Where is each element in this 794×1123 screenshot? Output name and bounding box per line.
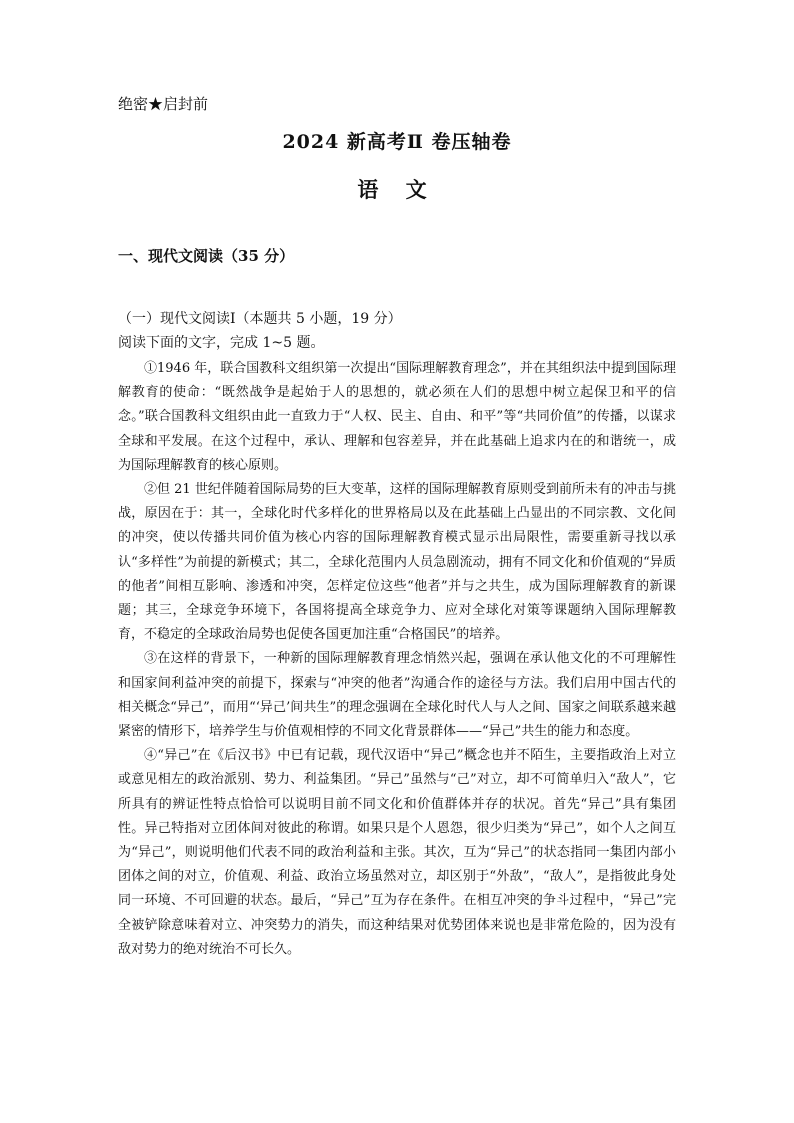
subject-title: 语 文 (357, 177, 437, 202)
confidential-label: 绝密★启封前 (118, 95, 209, 113)
paragraph-1: ①1946 年，联合国教科文组织第一次提出“国际理解教育理念”，并在其组织法中提到国际理解教育的使命：“既然战争是起始于人的思想的，就必须在人们的思想中树立起保卫和平的信念。”联合国教科文组织由此一直致力于“人权、民主、自由、和平”等“共同价值”的传播，以谋求全球和平发展。在这个过程中，承认、理解和包容差异，并在此基础上追求内在的和谐统一，成为国际理解教育的核心原则。 (118, 361, 676, 473)
paragraph-3: ③在这样的背景下，一种新的国际理解教育理念悄然兴起，强调在承认他文化的不可理解性和国家间利益冲突的前提下，探索与“冲突的他者”沟通合作的途径与方法。我们启用中国古代的相关概念“异己”，而用“‘异己’间共生”的理念强调在全球化时代人与人之间、国家之间联系越来越紧密的情形下，培养学生与价值观相悖的不同文化背景群体——“异己”共生的能力和态度。 (118, 651, 676, 740)
section-heading: 一、现代文阅读（35 分） (118, 247, 295, 265)
reading-passage (118, 357, 676, 962)
paragraph-4: ④“异己”在《后汉书》中已有记载，现代汉语中“异己”概念也并不陌生，主要指政治上对立或意见相左的政治派别、势力、利益集团。“异己”虽然与“己”对立，却不可简单归入“敌人”，它所具有的辨证性特点恰恰可以说明目前不同文化和价值群体并存的状况。首先“异己”具有集团性。异己特指对立团体间对彼此的称谓。如果只是个人恩怨，很少归类为“异己”，如个人之间互为“异己”，则说明他们代表不同的政治利益和主张。其次，互为“异己”的状态指同一集团内部小团体之间的对立，价值观、利益、政治立场虽然对立，却区别于“外敌”，“敌人”，是指彼此身处同一环境、不可回避的状态。最后，“异己”互为存在条件。在相互冲突的争斗过程中，“异己”完全被铲除意味着对立、冲突势力的消失，而这种结果对优势团体来说也是非常危险的，因为没有敌对势力的绝对统治不可长久。 (118, 748, 676, 957)
part-label: （一）现代文阅读Ⅰ（本题共 5 小题，19 分） (118, 311, 402, 327)
reading-instruction: 阅读下面的文字，完成 1~5 题。 (118, 335, 325, 351)
paragraph-2: ②但 21 世纪伴随着国际局势的巨大变革，这样的国际理解教育原则受到前所未有的冲击与挑战，原因在于：其一，全球化时代多样化的世界格局以及在此基础上凸显出的不同宗教、文化间的冲突，使以传播共同价值为核心内容的国际理解教育模式显示出局限性，需要重新寻找以承认“多样性”为前提的新模式；其二，全球化范围内人员急剧流动，拥有不同文化和价值观的“异质的他者”间相互影响、渗透和冲突，怎样定位这些“他者”并与之共生，成为国际理解教育的新课题；其三，全球竞争环境下，各国将提高全球竞争力、应对全球化对策等课题纳入国际理解教育，不稳定的全球政治局势也促使各国更加注重“合格国民”的培养。 (118, 482, 676, 643)
exam-title: 2024 新高考Ⅱ 卷压轴卷 (282, 131, 512, 153)
